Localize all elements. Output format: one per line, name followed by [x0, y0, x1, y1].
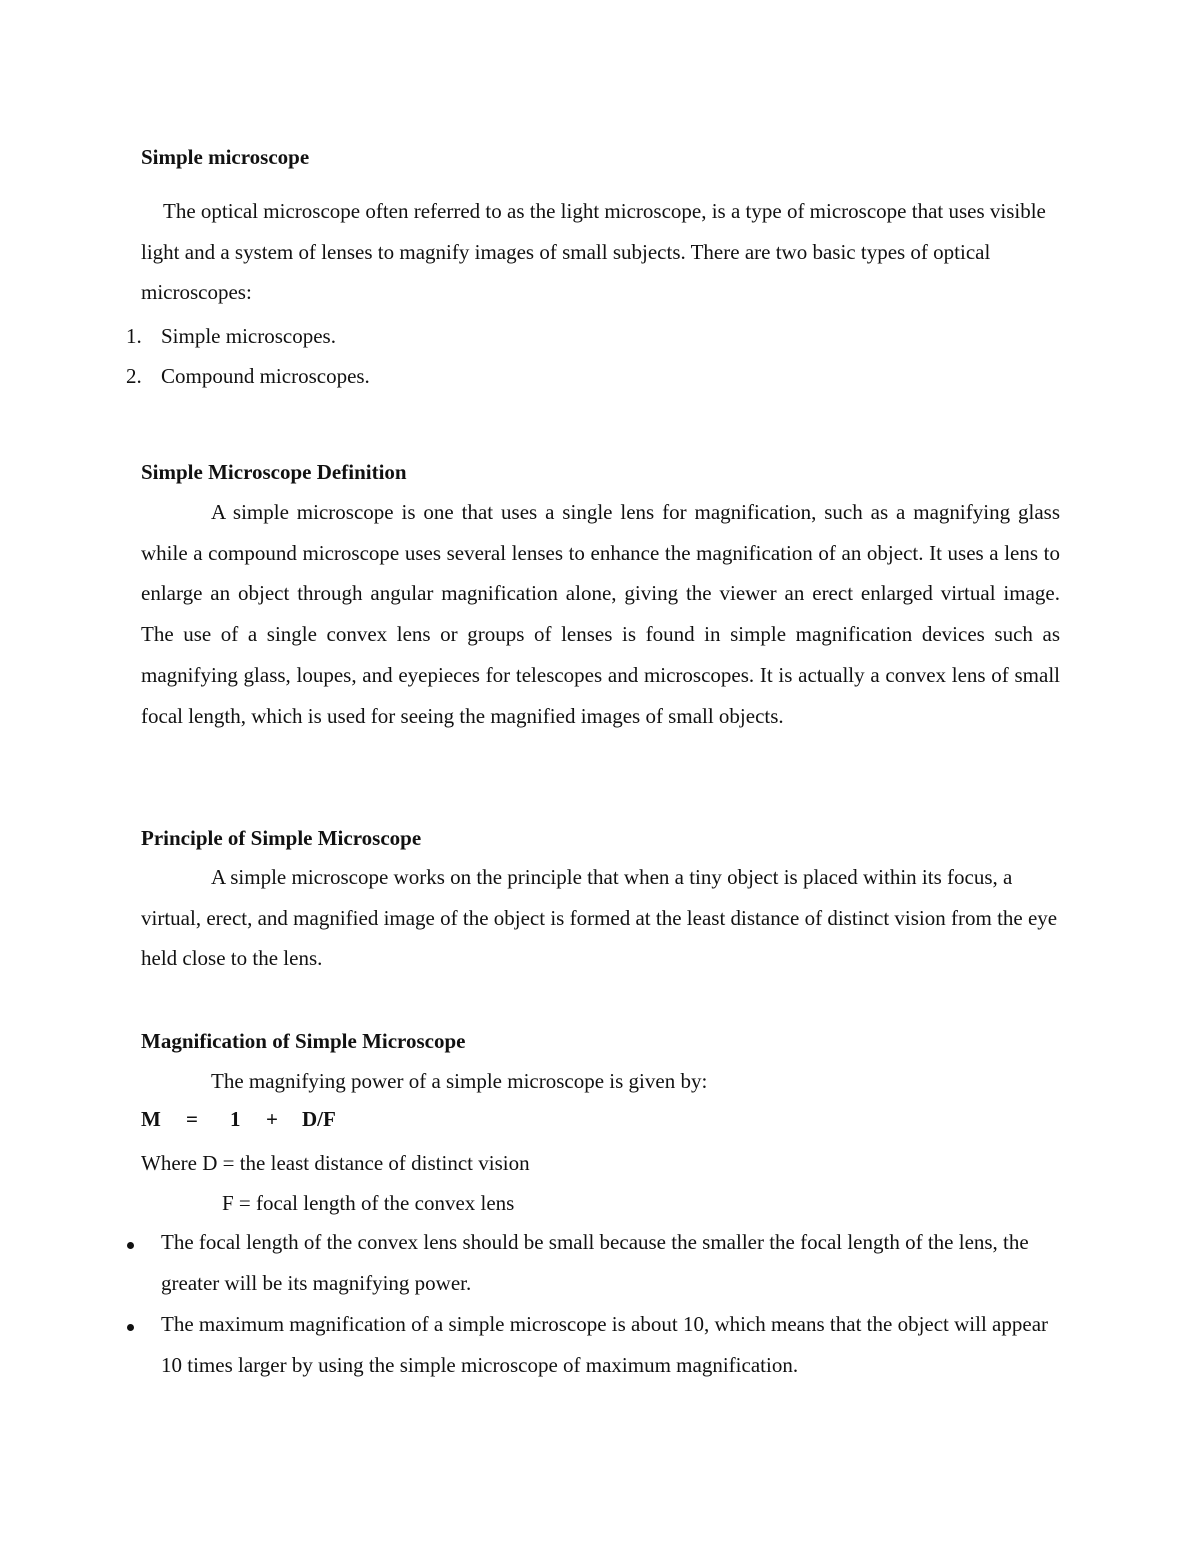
- section-heading-principle: Principle of Simple Microscope: [141, 826, 422, 850]
- where-f-definition: F = focal length of the convex lens: [222, 1191, 515, 1215]
- bullet-icon: [127, 1324, 134, 1331]
- formula-one: 1: [230, 1107, 241, 1131]
- where-d-definition: Where D = the least distance of distinct vision: [141, 1151, 530, 1175]
- bullet-item: The maximum magnification of a simple microscope is about 10, which means that the object will appear 10 times larger by using the simple microscope of maximum magnification.: [161, 1312, 1049, 1377]
- section-heading-magnification: Magnification of Simple Microscope: [141, 1029, 466, 1053]
- list-item: Simple microscopes.: [161, 324, 336, 348]
- magnification-intro: The magnifying power of a simple microscope is given by:: [211, 1069, 708, 1093]
- intro-paragraph: The optical microscope often referred to as the light microscope, is a type of microscope that uses visible light and a system of lenses to magnify images of small subjects. There are two basic types of optical microscopes:: [141, 199, 1046, 305]
- bullet-item: The focal length of the convex lens should be small because the smaller the focal length of the lens, the greater will be its magnifying power.: [161, 1230, 1029, 1295]
- list-marker: 2.: [126, 364, 142, 388]
- formula-rhs: D/F: [302, 1107, 336, 1131]
- principle-paragraph: A simple microscope works on the principle that when a tiny object is placed within its focus, a virtual, erect, and magnified image of the object is formed at the least distance of distinct vision from the eye held close to the lens.: [141, 865, 1058, 971]
- list-marker: 1.: [126, 324, 142, 348]
- list-item: Compound microscopes.: [161, 364, 370, 388]
- section-heading-definition: Simple Microscope Definition: [141, 460, 407, 484]
- formula-lhs: M: [141, 1107, 161, 1131]
- definition-paragraph: A simple microscope is one that uses a single lens for magnification, such as a magnifying glass while a compound microscope uses several lenses to enhance the magnification of an object. It uses a lens to enlarge an object through angular magnification alone, giving the viewer an erect enlarged virtual image. The use of a single convex lens or groups of lenses is found in simple magnification devices such as magnifying glass, loupes, and eyepieces for telescopes and microscopes. It is actually a convex lens of small focal length, which is used for seeing the magnified images of small objects.: [141, 500, 1060, 728]
- section-heading-simple-microscope: Simple microscope: [141, 145, 310, 169]
- bullet-icon: [127, 1242, 134, 1249]
- formula-equals: =: [186, 1107, 198, 1131]
- formula-plus: +: [266, 1107, 278, 1131]
